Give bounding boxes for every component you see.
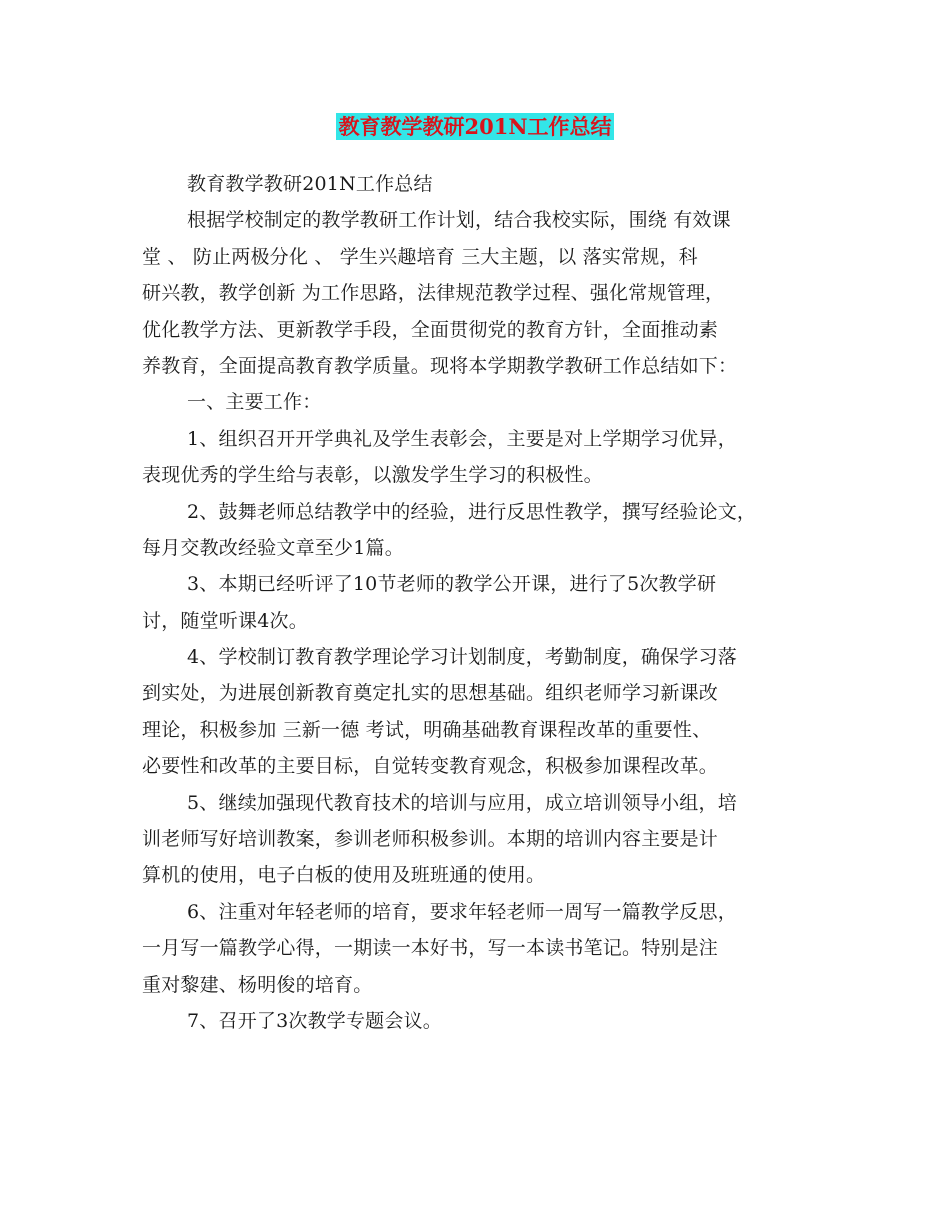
text-line: 堂 、 防止两极分化 、 学生兴趣培育 三大主题，以 落实常规，科	[142, 245, 698, 268]
text-line: 每月交教改经验文章至少1篇。	[142, 536, 404, 559]
text-line: 3、本期已经听评了10节老师的教学公开课，进行了5次教学研	[187, 573, 717, 596]
text-line: 一月写一篇教学心得，一期读一本好书，写一本读书笔记。特别是注	[142, 937, 719, 960]
text-line: 7、召开了3次教学专题会议。	[187, 1009, 442, 1032]
document-title	[0, 112, 950, 142]
text-line: 1、组织召开开学典礼及学生表彰会，主要是对上学期学习优异，	[187, 427, 737, 450]
text-line: 到实处，为进展创新教育奠定扎实的思想基础。组织老师学习新课改	[142, 682, 719, 705]
text-line: 养教育，全面提高教育教学质量。现将本学期教学教研工作总结如下：	[142, 354, 738, 377]
text-line: 一、主要工作：	[187, 391, 322, 414]
text-line: 2、鼓舞老师总结教学中的经验，进行反思性教学，撰写经验论文，	[187, 500, 757, 523]
text-line: 重对黎建、杨明俊的培育。	[142, 973, 373, 996]
document-body	[142, 166, 822, 1039]
text-line: 表现优秀的学生给与表彰，以激发学生学习的积极性。	[142, 464, 603, 487]
text-line: 优化教学方法、更新教学手段，全面贯彻党的教育方针，全面推动素	[142, 318, 719, 341]
text-line: 训老师写好培训教案，参训老师积极参训。本期的培训内容主要是计	[142, 828, 719, 851]
text-line: 6、注重对年轻老师的培育，要求年轻老师一周写一篇教学反思，	[187, 900, 737, 923]
text-line: 根据学校制定的教学教研工作计划，结合我校实际，围绕 有效课	[187, 209, 731, 232]
text-line: 必要性和改革的主要目标，自觉转变教育观念，积极参加课程改革。	[142, 755, 719, 778]
text-line: 讨，随堂听课4次。	[142, 609, 308, 632]
text-line: 理论，积极参加 三新一德 考试，明确基础教育课程改革的重要性、	[142, 718, 712, 741]
text-line: 5、继续加强现代教育技术的培训与应用，成立培训领导小组，培	[187, 791, 737, 814]
text-line: 4、学校制订教育教学理论学习计划制度，考勤制度，确保学习落	[187, 646, 737, 669]
document-title-text: 教育教学教研201N工作总结	[338, 114, 612, 139]
text-line: 教育教学教研201N工作总结	[187, 173, 433, 195]
text-line: 算机的使用，电子白板的使用及班班通的使用。	[142, 864, 546, 887]
text-line: 研兴教，教学创新 为工作思路，法律规范教学过程、强化常规管理，	[142, 282, 725, 305]
